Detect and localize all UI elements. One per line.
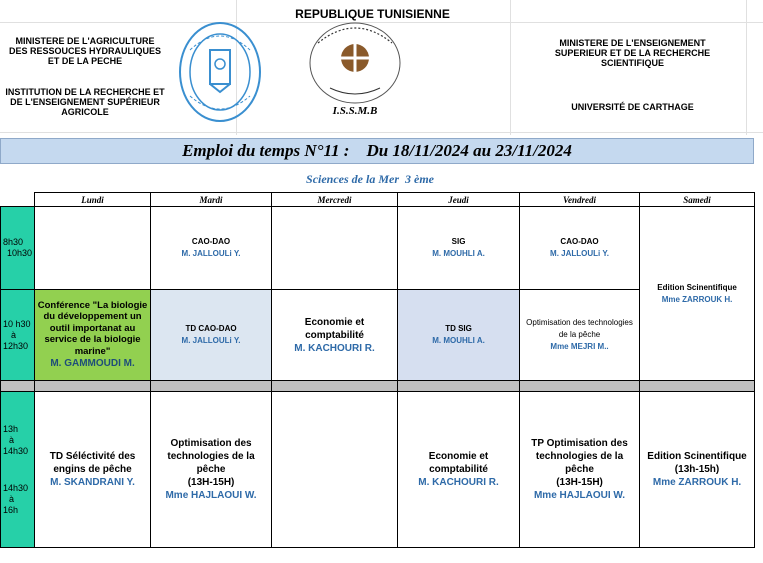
left-institution-line: DE L'ENSEIGNEMENT SUPÉRIEUR (10, 97, 160, 107)
cell-lundi-slot2 (35, 290, 151, 381)
time-slot1 (1, 207, 35, 290)
course-name: Edition Scinentifique (657, 282, 737, 292)
cell-samedi-slot3 (640, 392, 755, 548)
day-mardi: Mardi (151, 193, 272, 207)
time-slot2 (1, 290, 35, 381)
teacher-name: Mme MEJRI M.. (550, 342, 609, 351)
right-ministry-line: SCIENTIFIQUE (600, 58, 664, 68)
separator-row (1, 381, 755, 392)
separator-cell (35, 381, 151, 392)
teacher-name: M. MOUHLI A. (432, 249, 485, 258)
time-label: 16h (3, 504, 19, 515)
time-label: 14h30 (3, 482, 29, 493)
day-mercredi: Mercredi (272, 193, 398, 207)
teacher-name: M. JALLOULi Y. (181, 249, 241, 258)
course-name: TD CAO-DAO (185, 324, 237, 333)
day-lundi: Lundi (35, 193, 151, 207)
left-institution-line: INSTITUTION DE LA RECHERCHE ET (5, 87, 165, 97)
teacher-name: M. SKANDRANI Y. (50, 477, 135, 488)
time-label: 8h30 (3, 237, 24, 247)
separator-cell (398, 381, 520, 392)
cell-vendredi-slot1 (520, 207, 640, 290)
time-label: à (11, 329, 17, 340)
course-name: Economie et comptabilité (428, 451, 489, 475)
course-name: Optimisation des technologies de la pêche (167, 438, 255, 475)
cell-jeudi-slot1 (398, 207, 520, 290)
teacher-name: M. MOUHLI A. (432, 336, 485, 345)
time-label: 10 h30 (3, 318, 31, 329)
time-label: 13h (3, 423, 19, 434)
cell-samedi-morning (640, 207, 755, 381)
cell-vendredi-slot2 (520, 290, 640, 381)
course-name: Economie et comptabilité (304, 316, 365, 341)
separator-cell (272, 381, 398, 392)
course-hours: (13h-15h) (674, 464, 720, 475)
right-ministry-line: SUPERIEUR ET DE LA RECHERCHE (554, 48, 711, 58)
time-label: 14h30 (3, 445, 29, 456)
right-ministry (520, 38, 745, 68)
teacher-name: M. JALLOULi Y. (550, 249, 610, 258)
timetable (0, 192, 755, 548)
left-institution (0, 87, 170, 117)
left-ministry (0, 36, 170, 66)
course-name: Optimisation des technologies de la pêche (526, 318, 633, 339)
course-name: CAO-DAO (191, 237, 231, 246)
teacher-name: Mme HAJLAOUI W. (533, 490, 626, 501)
left-ministry-line: MINISTERE DE L'AGRICULTURE (15, 36, 155, 46)
left-ministry-line: ET DE LA PECHE (47, 56, 123, 66)
schedule-title: Emploi du temps N°11 : Du 18/11/2024 au 23/11/2024 (0, 138, 754, 164)
corner-cell (1, 193, 35, 207)
republic-title: REPUBLIQUE TUNISIENNE (295, 7, 450, 21)
teacher-name: Mme HAJLAOUI W. (165, 490, 257, 501)
right-ministry-line: MINISTERE DE L'ENSEIGNEMENT (559, 38, 706, 48)
separator-cell (640, 381, 755, 392)
time-label: 10h30 (7, 248, 33, 258)
institution-seal-logo (178, 20, 262, 124)
issmb-logo (300, 18, 410, 118)
teacher-name: Mme ZARROUK H. (661, 294, 733, 304)
time-label: à (9, 493, 15, 504)
right-university: UNIVERSITÉ DE CARTHAGE (571, 102, 694, 112)
cell-mercredi-slot3 (272, 392, 398, 548)
left-institution-line: AGRICOLE (61, 107, 109, 117)
teacher-name: Mme ZARROUK H. (652, 477, 742, 488)
cell-lundi-slot3 (35, 392, 151, 548)
course-name: TP Optimisation des technologies de la pêche (531, 438, 628, 475)
cell-mercredi-slot1 (272, 207, 398, 290)
course-name: TD Séléctivité des engins de pêche (49, 451, 136, 475)
day-vendredi: Vendredi (520, 193, 640, 207)
course-name: SIG (451, 237, 466, 246)
gridline (746, 0, 747, 135)
time-label: 12h30 (3, 340, 29, 351)
teacher-name: M. GAMMOUDI M. (50, 358, 135, 370)
cell-lundi-slot1 (35, 207, 151, 290)
cell-mardi-slot2 (151, 290, 272, 381)
day-jeudi: Jeudi (398, 193, 520, 207)
class-subtitle: Sciences de la Mer 3 ème (306, 172, 434, 186)
teacher-name: M. KACHOURI R. (294, 342, 375, 354)
course-name: Edition Scinentifique (647, 451, 747, 462)
slot3-row (1, 392, 755, 548)
cell-mardi-slot3 (151, 392, 272, 548)
course-name: Conférence "La biologie du développement un outil importanat au service de la biologie marine" (37, 299, 148, 357)
gridline (0, 132, 763, 133)
slot1-row (1, 207, 755, 290)
cell-jeudi-slot3 (398, 392, 520, 548)
time-slot3 (1, 392, 35, 548)
cell-mercredi-slot2 (272, 290, 398, 381)
separator-cell (520, 381, 640, 392)
day-samedi: Samedi (640, 193, 755, 207)
gridline (510, 0, 511, 135)
cell-mardi-slot1 (151, 207, 272, 290)
left-ministry-line: DES RESSOUCES HYDRAULIQUES (8, 46, 162, 56)
separator-cell (1, 381, 35, 392)
separator-cell (151, 381, 272, 392)
course-name: CAO-DAO (560, 237, 599, 246)
time-label: à (9, 434, 15, 445)
course-name: TD SIG (445, 324, 472, 333)
teacher-name: M. JALLOULi Y. (181, 336, 241, 345)
cell-jeudi-slot2 (398, 290, 520, 381)
course-hours: (13H-15H) (187, 477, 235, 488)
cell-vendredi-slot3 (520, 392, 640, 548)
course-hours: (13H-15H) (556, 477, 603, 488)
teacher-name: M. KACHOURI R. (418, 477, 499, 488)
logo-text: I.S.S.M.B (332, 105, 378, 117)
day-header-row (1, 193, 755, 207)
